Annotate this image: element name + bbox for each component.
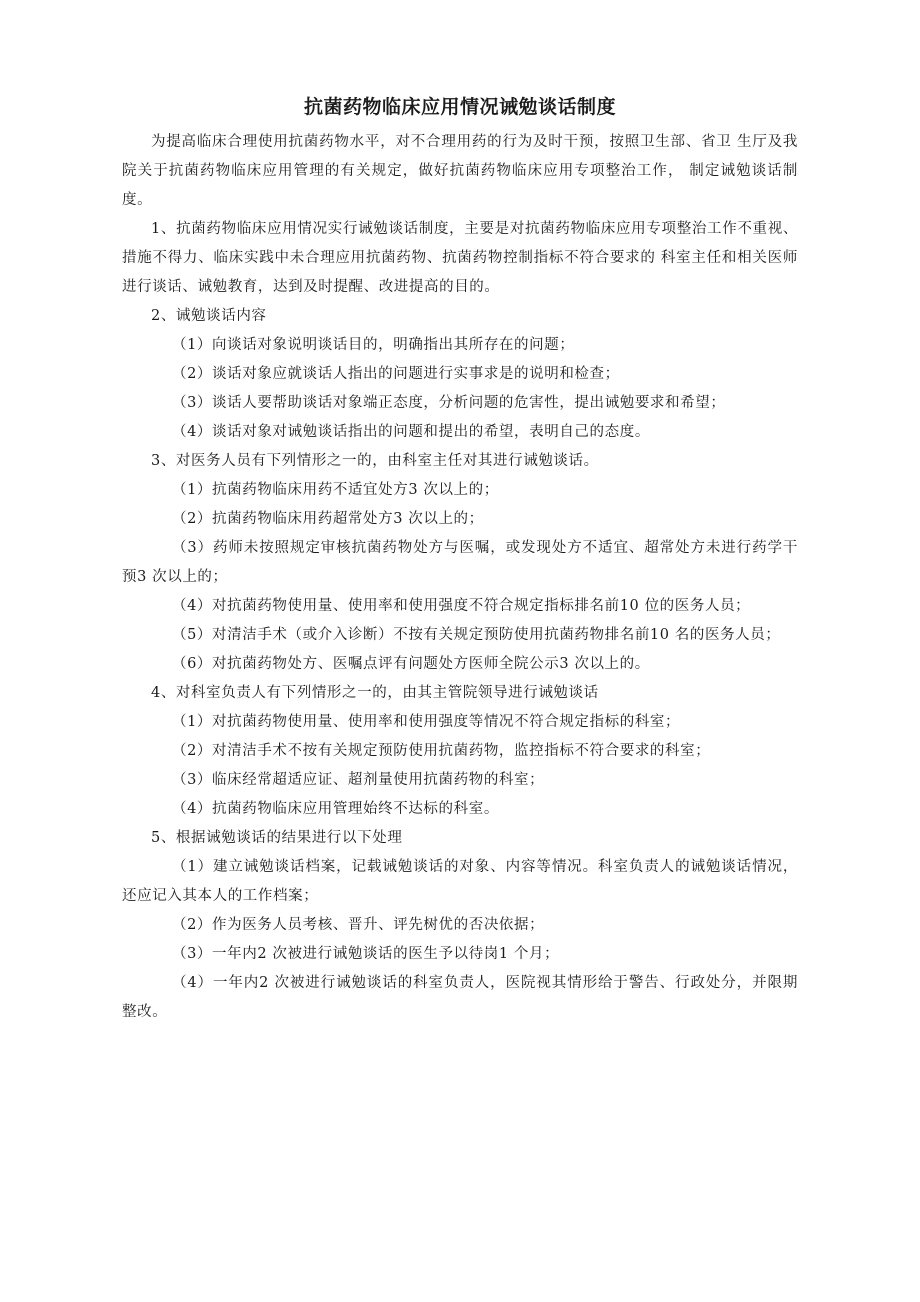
paragraph: 1、抗菌药物临床应用情况实行诫勉谈话制度，主要是对抗菌药物临床应用专项整治工作不重视、措施不得力、临床实践中未合理应用抗菌药物、抗菌药物控制指标不符合要求的 科室主任和相关医师进行谈话、诫勉教育，达到及时提醒、改进提高的目的。 — [122, 221, 798, 295]
list-item: （2）作为医务人员考核、晋升、评先树优的否决依据； — [172, 917, 545, 933]
list-item: （2）抗菌药物临床用药超常处方3 次以上的； — [172, 511, 484, 527]
paragraph: 为提高临床合理使用抗菌药物水平，对不合理用药的行为及时干预，按照卫生部、省卫 生厅及我院关于抗菌药物临床应用管理的有关规定，做好抗菌药物临床应用专项整治工作， 制定诫勉谈话制度。 — [122, 134, 798, 208]
list-item: （3）药师未按照规定审核抗菌药物处方与医嘱，或发现处方不适宜、超常处方未进行药学干预3 次以上的； — [122, 540, 798, 585]
document-body — [122, 128, 798, 1027]
list-item: （6）对抗菌药物处方、医嘱点评有问题处方医师全院公示3 次以上的。 — [172, 656, 650, 672]
list-item: （1）向谈话对象说明谈话目的，明确指出其所存在的问题； — [172, 337, 575, 353]
list-item: （1）抗菌药物临床用药不适宜处方3 次以上的； — [172, 482, 499, 498]
list-item: （5）对清洁手术（或介入诊断）不按有关规定预防使用抗菌药物排名前10 名的医务人员； — [172, 627, 781, 643]
section-heading: 4、对科室负责人有下列情形之一的，由其主管院领导进行诫勉谈话 — [151, 685, 599, 701]
list-item: （1）对抗菌药物使用量、使用率和使用强度等情况不符合规定指标的科室； — [172, 714, 681, 730]
section-heading: 3、对医务人员有下列情形之一的，由科室主任对其进行诫勉谈话。 — [151, 453, 599, 469]
list-item: （4）对抗菌药物使用量、使用率和使用强度不符合规定指标排名前10 位的医务人员； — [172, 598, 751, 614]
section-heading: 5、根据诫勉谈话的结果进行以下处理 — [151, 830, 403, 846]
list-item: （2）谈话对象应就谈话人指出的问题进行实事求是的说明和检查； — [172, 366, 620, 382]
list-item: （2）对清洁手术不按有关规定预防使用抗菌药物，监控指标不符合要求的科室； — [172, 743, 711, 759]
list-item: （3）谈话人要帮助谈话对象端正态度，分析问题的危害性，提出诫勉要求和希望； — [172, 395, 726, 411]
section-heading: 2、诫勉谈话内容 — [151, 308, 267, 324]
list-item: （4）谈话对象对诫勉谈话指出的问题和提出的希望，表明自己的态度。 — [172, 424, 650, 440]
list-item: （4）一年内2 次被进行诫勉谈话的科室负责人，医院视其情形给于警告、行政处分，并限期整改。 — [122, 975, 798, 1020]
list-item: （3）临床经常超适应证、超剂量使用抗菌药物的科室； — [172, 772, 545, 788]
list-item: （1）建立诫勉谈话档案，记载诫勉谈话的对象、内容等情况。科室负责人的诫勉谈话情况，还应记入其本人的工作档案； — [122, 859, 798, 904]
list-item: （4）抗菌药物临床应用管理始终不达标的科室。 — [172, 801, 499, 817]
document-title: 抗菌药物临床应用情况诫勉谈话制度 — [303, 96, 616, 118]
list-item: （3）一年内2 次被进行诫勉谈话的医生予以待岗1 个月； — [172, 946, 560, 962]
